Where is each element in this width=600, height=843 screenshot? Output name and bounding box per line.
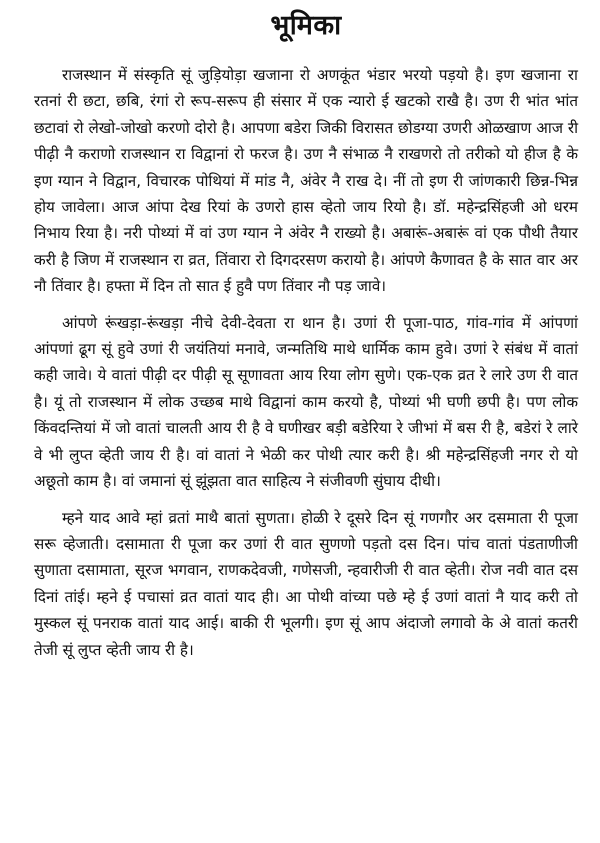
page-title: भूमिका	[270, 10, 342, 41]
paragraph-3: म्हने याद आवे म्हां व्रतां माथै बातां सुणता। होळी रे दूसरे दिन सूं गणगौर अर दसमाता री पूजा सरू व्हेजाती। दसामाता री पूजा कर उणां री वात सुणणो पड़तो दस दिन। पांच वातां पंडताणीजी सुणाता दसामाता, सूरज भगवान, राणकदेवजी, गणेसजी, न्हवारीजी री वात व्हेती। रोज नवी वात दस दिनां तांई। म्हने ई पचासां व्रत वातां याद ही। आ पोथी वांच्या पछे म्हे ई उणां वातां नै याद करी तो मुस्कल सूं पनराक वातां याद आई। बाकी री भूलगी। इण सूं आप अंदाजो लगावो के अे वातां कतरी तेजी सूं लुप्त व्हेती जाय री है।	[34, 508, 578, 659]
paragraph-2: आंपणे रूंखड़ा-रूंखड़ा नीचे देवी-देवता रा थान है। उणां री पूजा-पाठ, गांव-गांव में आंपणां आंपणां ढूग सूं हुवे उणां री जयंतियां मनावे, जन्मतिथि माथे धार्मिक काम हुवे। उणां रे संबंध में वातां कही जावे। ये वातां पीढ़ी दर पीढ़ी सू सूणावता आय रिया लोग सुणे। एक-एक व्रत रे लारे उण री वात है। यूं तो राजस्थान में लोक उच्छब माथे विद्वानां काम करयो है, पोथ्यां भी घणी छपी है। पण लोक किंवदन्तियां में जो वातां चालती आय री है वे घणीखर बड़ी बडेरिया रे जीभां में बस री है, बडेरां रे लारे वे भी लुप्त व्हेती जाय री है। वां वातां ने भेळी कर पोथी त्यार करी है। श्री महेन्द्रसिंहजी नगर रो यो अछूतो काम है। वां जमानां सूं झूंझता वात साहित्य ने संजीवणी सुंघाय दीधी।	[34, 313, 578, 491]
paragraph-1: राजस्थान में संस्कृति सूं जुड़ियोड़ा खजाना रो अणकूंत भंडार भरयो पड़यो है। इण खजाना रा रतनां री छटा, छबि, रंगां रो रूप-सरूप ही संसार में एक न्यारो ई खटको राखै है। उण री भांत भांत छटावां रो लेखो-जोखो करणो दोरो है। आपणा बडेरा जिकी विरासत छोडग्या उणरी ओळखाण आज री पीढ़ी नै कराणो राजस्थान रा विद्वानां रो फरज है। उण नै संभाळ नै राखणरो तो तरीको यो हीज है के इण ग्यान ने विद्वान, विचारक पोथियां में मांड नै, अंवेर नै राख दे। नीं तो इण री जांणकारी छिन्न-भिन्न होय जावेला। आज आंपा देख रियां के उणरो हास व्हेतो जाय रियो है। डॉ. महेन्द्रसिंहजी ओ धरम निभाय रिया है। नरी पोथ्यां में वां उण ग्यान ने अंवेर नै राख्यो है। अबारूं-अबारूं वां एक पौथी तैयार करी है जिण में राजस्थान रा व्रत, तिंवारा रो दिगदरसण करायो है। आंपणे कैणावत है के सात वार अर नौ तिंवार है। हफ्ता में दिन तो सात ई हुवै पण तिंवार नौ पड़ जावे।	[34, 66, 578, 296]
body-text	[34, 62, 578, 663]
